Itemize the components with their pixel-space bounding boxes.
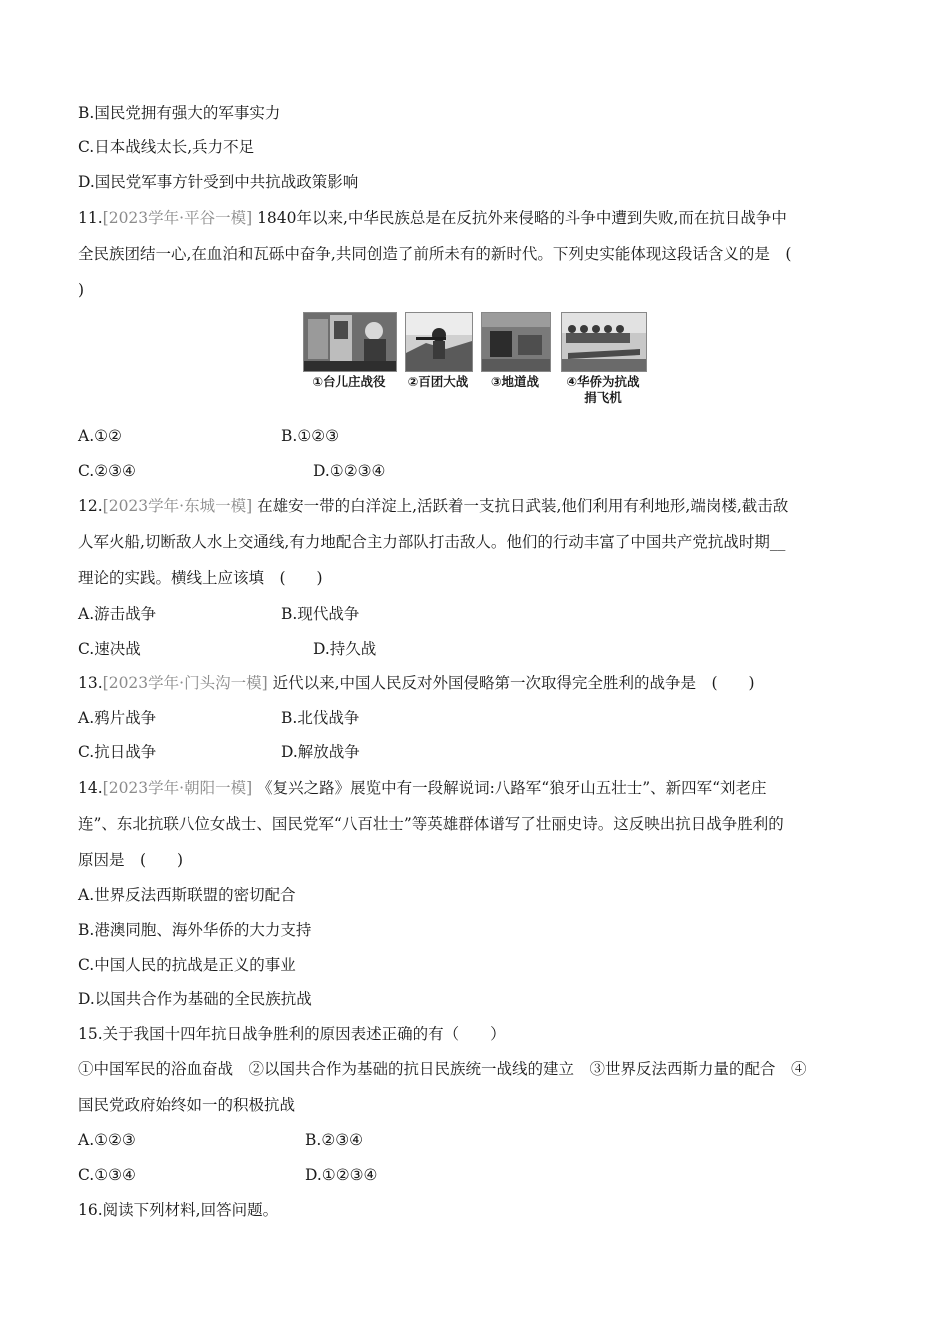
q13-stem-line1 [78,673,755,693]
q14-option-a: A.世界反法西斯联盟的密切配合 [78,886,296,904]
q12-stem-line1 [78,496,788,516]
caption-1: ①台儿庄战役 [312,374,386,389]
caption-3: ③地道战 [490,374,540,389]
q13-option-d: D.解放战争 [281,743,360,761]
source-tag: [2023学年·门头沟一模] [102,674,268,692]
q12-option-c: C.速决战 [78,640,141,658]
q16-stem-line1: 16.阅读下列材料,回答问题。 [78,1201,279,1219]
photo-hundred-regiments [405,312,473,372]
q15-option-c: C.①③④ [78,1166,136,1184]
q14-option-b: B.港澳同胞、海外华侨的大力支持 [78,921,312,939]
q11-stem-line2: 全民族团结一心,在血泊和瓦砾中奋争,共同创造了前所未有的新时代。下列史实能体现这段话含义的是 ( [78,245,792,263]
q14-stem-line1 [78,778,767,798]
q10-option-c: C.日本战线太长,兵力不足 [78,138,255,156]
q12-stem-line2: 人军火船,切断敌人水上交通线,有力地配合主力部队打击敌人。他们的行动丰富了中国共产党抗战时期__ [78,533,786,551]
photo-taierzhuang [303,312,397,372]
q10-option-d: D.国民党军事方针受到中共抗战政策影响 [78,173,359,191]
q12-option-a: A.游击战争 [78,605,157,623]
caption-4: ④华侨为抗战 [566,374,640,389]
q14-stem-line3: 原因是 ( ) [78,851,184,869]
q11-stem-line3: ) [78,281,85,299]
q13-option-c: C.抗日战争 [78,743,157,761]
question-number: 13. [78,674,103,692]
stem-text: 近代以来,中国人民反对外国侵略第一次取得完全胜利的战争是 ( ) [272,674,755,692]
stem-text: 在雄安一带的白洋淀上,活跃着一支抗日武装,他们利用有利地形,端岗楼,截击敌 [257,497,789,515]
q15-option-d: D.①②③④ [305,1166,378,1184]
source-tag: [2023学年·平谷一模] [102,209,253,227]
q15-stem-line2: ①中国军民的浴血奋战 ②以国共合作为基础的抗日民族统一战线的建立 ③世界反法西斯力量的配合 ④ [78,1060,807,1078]
q15-option-a: A.①②③ [78,1131,136,1149]
q11-figure [303,312,648,412]
photo-donated-aircraft [561,312,647,372]
q14-stem-line2: 连”、东北抗联八位女战士、国民党军“八百壮士”等英雄群体谱写了壮丽史诗。这反映出抗日战争胜利的 [78,815,784,833]
caption-4-line2: 捐飞机 [584,390,622,405]
q12-stem-line3: 理论的实践。横线上应该填 ( ) [78,569,323,587]
caption-2: ②百团大战 [407,374,469,389]
q14-option-d: D.以国共合作为基础的全民族抗战 [78,990,312,1008]
source-tag: [2023学年·朝阳一模] [102,779,253,797]
q15-option-b: B.②③④ [305,1131,364,1149]
q14-option-c: C.中国人民的抗战是正义的事业 [78,956,296,974]
stem-text: 1840年以来,中华民族总是在反抗外来侵略的斗争中遭到失败,而在抗日战争中 [257,209,787,227]
q11-stem-line1 [78,208,787,228]
q15-stem-line3: 国民党政府始终如一的积极抗战 [78,1096,296,1114]
q12-option-b: B.现代战争 [281,605,360,623]
q11-option-b: B.①②③ [281,427,340,445]
q15-stem-line1: 15.关于我国十四年抗日战争胜利的原因表述正确的有（ ） [78,1025,506,1043]
stem-text: 《复兴之路》展览中有一段解说词:八路军“狼牙山五壮士”、新四军“刘老庄 [257,779,767,797]
q10-option-b: B.国民党拥有强大的军事实力 [78,104,281,122]
question-number: 12. [78,497,103,515]
q11-option-d: D.①②③④ [313,462,386,480]
q13-option-b: B.北伐战争 [281,709,360,727]
source-tag: [2023学年·东城一模] [102,497,253,515]
q12-option-d: D.持久战 [313,640,377,658]
q11-option-a: A.①② [78,427,122,445]
photo-tunnel-warfare [481,312,551,372]
question-number: 11. [78,209,103,227]
question-number: 14. [78,779,103,797]
q13-option-a: A.鸦片战争 [78,709,157,727]
q11-option-c: C.②③④ [78,462,136,480]
